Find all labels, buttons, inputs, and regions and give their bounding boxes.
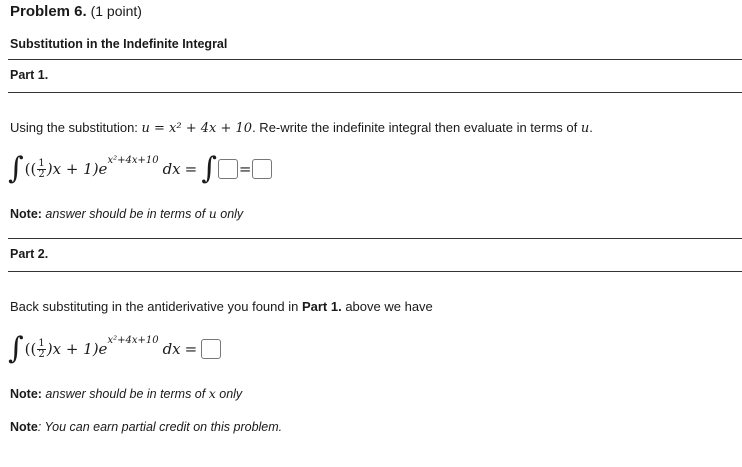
integral-open: (( [24,340,37,358]
integral-sign: ∫ [8,331,24,366]
integral-exponent: x²+4x+10 [107,334,159,346]
note-var: x [208,386,216,401]
section-title: Substitution in the Indefinite Integral [10,37,228,51]
part2-instruction-post: above we have [341,299,433,314]
partial-credit-note [10,420,282,434]
part1-instruction-pre: Using the substitution: [10,120,142,135]
fraction [37,339,45,360]
part2-integral [8,331,221,366]
problem-label: Problem 6. [10,3,87,20]
divider [8,271,742,272]
divider [8,238,742,239]
fraction-numerator: 1 [38,337,45,349]
substitution-expression: u = x² + 4x + 10 [141,121,253,136]
fraction-denominator: 2 [38,348,45,360]
note-end: only [216,207,244,221]
part2-instruction-bold: Part 1. [301,299,342,314]
part2-answer-input[interactable] [201,339,221,359]
note-label: Note [10,420,38,434]
part1-instruction-var: u [580,121,590,136]
box-separator: = [238,160,252,178]
part1-label: Part 1. [10,68,49,82]
note-text: answer should be in terms of [41,387,209,401]
part2-note [10,386,242,401]
part1-integral [8,151,272,186]
integral-mid: )x + 1)e [46,340,108,358]
integral-dx: dx [162,340,181,358]
problem-points: (1 point) [90,3,142,19]
note-text: : You can earn partial credit on this problem. [37,420,283,434]
divider [8,92,742,93]
note-end: only [215,387,243,401]
integral-exponent: x²+4x+10 [107,154,159,166]
fraction-numerator: 1 [38,157,45,169]
integral-sign: ∫ [8,151,24,186]
note-label: Note: [10,207,42,221]
part1-integrand-input[interactable] [218,159,238,179]
equals-sign: = [184,340,198,358]
integral-dx: dx [162,160,181,178]
note-var: u [208,206,217,221]
integral-mid: )x + 1)e [46,160,108,178]
part1-differential-input[interactable] [252,159,272,179]
divider [8,59,742,60]
part2-instruction-pre: Back substituting in the antiderivative you found in [10,299,302,314]
integral-open: (( [24,160,37,178]
part1-instruction-post: . Re-write the indefinite integral then evaluate in terms of [252,120,581,135]
fraction [37,159,45,180]
fraction-denominator: 2 [38,168,45,180]
note-label: Note: [10,387,42,401]
equals-sign: = [184,160,198,178]
part1-instruction-end: . [589,120,593,135]
part2-label: Part 2. [10,247,49,261]
integral-sign: ∫ [201,151,217,186]
part2-instruction [10,299,433,314]
note-text: answer should be in terms of [41,207,209,221]
part1-note [10,206,243,221]
part1-instruction [10,120,593,136]
problem-title [10,3,142,20]
